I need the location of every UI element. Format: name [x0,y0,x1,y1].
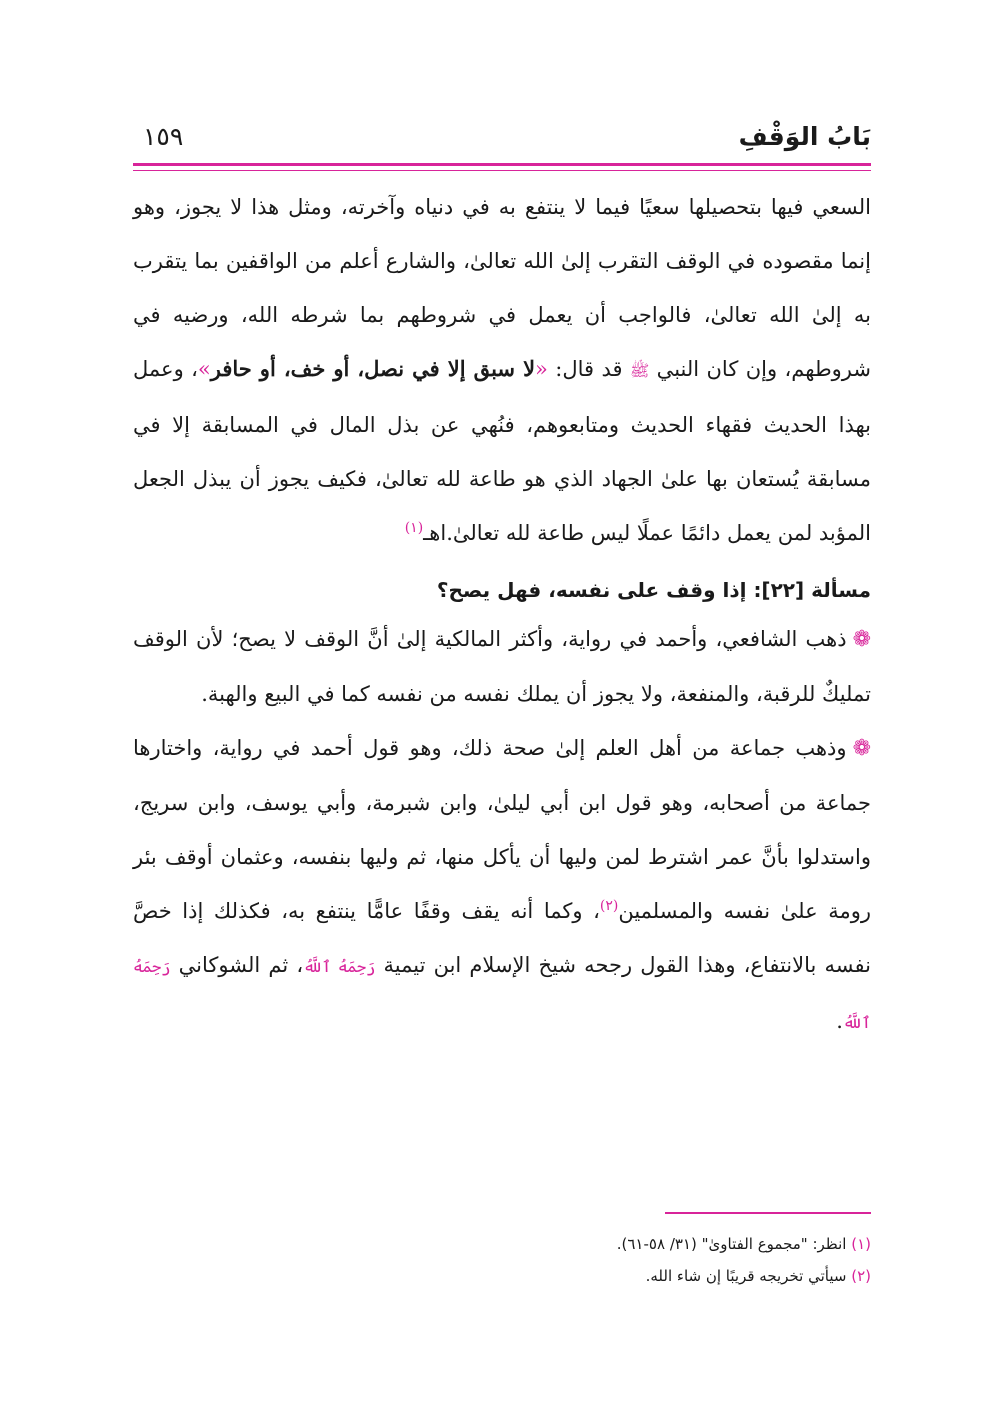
footnote-number: (١) [851,1235,871,1253]
quote-close: » [197,357,211,381]
footnote-ref-2[interactable]: (٢) [599,898,619,914]
quote-open: « [535,357,548,381]
footnote-text: سيأتي تخريجه قريبًا إن شاء الله. [645,1267,847,1285]
paragraph-3-text-c: ، ثم الشوكاني [170,953,304,977]
paragraph-3-text-b: ، وكما أنه يقف وقفًا عامًّا ينتفع به، فكذلك إذا خصَّ نفسه بالانتفاع، وهذا القول رجحه شيخ الإسلام ابن تيمية [133,899,871,977]
paragraph-3-text-d: . [836,1009,843,1033]
honorific-rahimahullah-1: رَحِمَهُ ٱللَّهُ [303,957,376,976]
footnote-number: (٢) [851,1267,871,1285]
footnote-separator [665,1212,871,1214]
footnote-text: انظر: "مجموع الفتاوىٰ" (٣١/ ٥٨-٦١). [616,1235,847,1253]
chapter-title: بَابُ الوَقْفِ [738,122,871,151]
flower-bullet-icon: ❁ [852,736,871,761]
footnote-1 [133,1228,871,1260]
paragraph-1-text-a: السعي فيها بتحصيلها سعيًا فيما لا ينتفع به في دنياه وآخرته، ومثل هذا لا يجوز، وهو إنما مقصوده في الوقف التقرب إلىٰ الله تعالىٰ، والشارع أعلم من الواقفين بما يتقرب به إلىٰ الله تعالىٰ، فالواجب أن يعمل في شروطهم بما شرطه الله، ورضيه في شروطهم، وإن كان النبي [133,195,871,381]
paragraph-3 [133,721,871,1050]
issue-question: إذا وقف على نفسه، فهل يصح؟ [436,578,747,602]
hadith-quote: لا سبق إلا في نصل، أو خف، أو حافر [210,356,536,381]
footnote-2 [133,1260,871,1292]
footnotes [133,1228,871,1292]
page-number: ١٥٩ [143,122,184,151]
paragraph-2-text: ذهب الشافعي، وأحمد في رواية، وأكثر المالكية إلىٰ أنَّ الوقف لا يصح؛ لأن الوقف تمليكٌ للرقبة، والمنفعة، ولا يجوز أن يملك نفسه من نفسه كما في البيع والهبة. [133,627,871,706]
footnote-ref-1[interactable]: (١) [404,520,424,536]
issue-label: مسألة [٢٢]: [753,578,871,602]
honorific-rahimahullah-2: رَحِمَهُ ٱللَّهُ [133,957,871,1032]
issue-heading [133,568,871,612]
paragraph-3-text-a: وذهب جماعة من أهل العلم إلىٰ صحة ذلك، وهو قول أحمد في رواية، واختارها جماعة من أصحابه، وهو قول ابن أبي ليلىٰ، وابن شبرمة، وأبي يوسف، وابن سريج، واستدلوا بأنَّ عمر اشترط لمن وليها أن يأكل منها، ثم وليها بنفسه، وعثمان أوقف بئر رومة علىٰ نفسه والمسلمين [133,736,871,923]
main-text [133,180,871,1050]
paragraph-1-text-b: قد قال: [547,357,630,381]
flower-bullet-icon: ❁ [852,627,871,652]
paragraph-1 [133,180,871,560]
running-header [133,118,871,162]
paragraph-1-text-c: ، وعمل بهذا الحديث فقهاء الحديث ومتابعوهم، فنُهي عن بذل المال في المسابقة إلا في مسابقة يُستعان بها علىٰ الجهاد الذي هو طاعة لله تعالىٰ، فكيف يجوز أن يبذل الجعل المؤبد لمن يعمل دائمًا عملًا ليس طاعة لله تعالىٰ.اهـ [133,357,871,545]
paragraph-2 [133,612,871,721]
honorific-glyph: ﷺ [629,361,650,380]
header-rule-thick [133,163,871,166]
header-rule-thin [133,170,871,171]
